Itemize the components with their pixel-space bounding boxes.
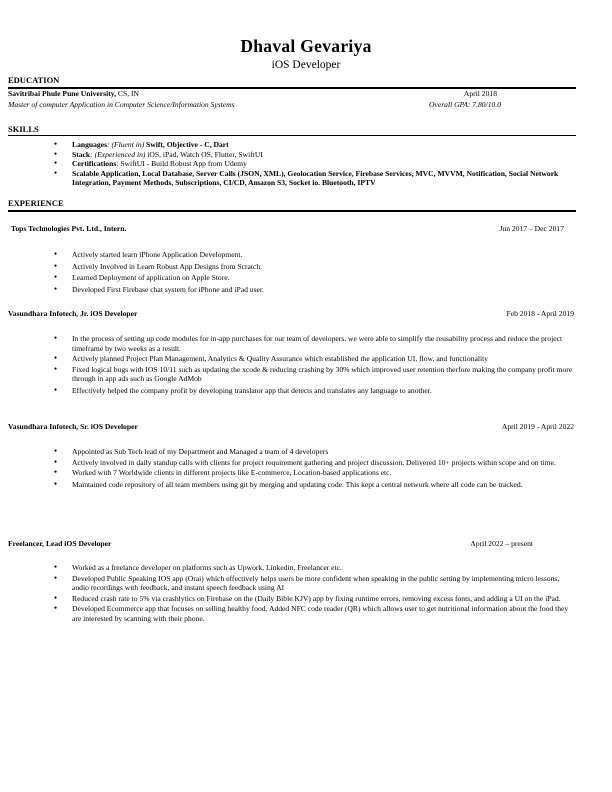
job-date: April 2019 - April 2022 [501,422,574,431]
job-header [8,309,574,319]
education-school-row [8,89,574,99]
education-heading: EDUCATION [8,75,60,85]
education-school: Savitribai Phule Pune University, [8,89,117,98]
job-bullet: ● Maintained code repository of all team members using git by merging and updating code. This kept a central network where all code can be tracked. [54,480,574,490]
job-bullet: ● Appointed as Sub Tech lead of my Department and Managed a team of 4 developers [54,447,574,457]
job-company: Vasundhara Infotech, Jr. iOS Developer [8,309,138,318]
job-company: Vasundhara Infotech, Sr. iOS Developer [8,422,138,431]
skill-item: ● Certifications: SwiftUI - Build Robust App from Udemy [54,159,574,169]
job-bullet: ● Developed Ecommerce app that focuses on selling healthy food. Added NFC code reader (QR) which allows user to get nutritional information about the food they are interested by scanning with their phone. [54,604,574,623]
job-bullets [54,563,574,623]
skill-item: ● Scalable Application, Local Database, Server Calls (JSON, XML), Geolocation Service, Firebase Services, MVC, MVVM, Notification, Social Network Integration, Payment Methods, Subscriptions, CI/CD, Amazon S3, Socket io. Bluetooth, IPTV [54,169,564,188]
job-bullet: ● Effectively helped the company profit by developing translator app that detects and translates any language to another. [54,386,574,396]
job-bullet: ● In the process of setting up code modules for in-app purchases for our team of developers, we were able to simplify the reusability process and reduce the project timeframe by two weeks as a result. [54,334,574,353]
job-date: Jun 2017 – Dec 2017 [499,224,564,233]
job-bullet: ● Developed First Firebase chat system for iPhone and iPad user. [54,285,574,295]
job-bullet: ● Actively started learn iPhone Application Development. [54,250,574,260]
job-company: Tops Technologies Pvt. Ltd., Intern. [11,224,127,233]
job-bullet: ● Worked as a freelance developer on platforms such as Upwork, Linkedin, Freelancer etc. [54,563,574,573]
skill-item: ● Languages: (Fluent in) Swift, Objective - C, Dart [54,140,574,150]
education-date: April 2018 [463,89,497,98]
job-bullet: ● Actively planned Project Plan Management, Analytics & Quality Assurance which established the application UI, flow, and functionality [54,354,574,364]
job-bullet: ● Developed Public Speaking IOS app (Orai) which effectively helps users be more confident when speaking in the public setting by implementing micro lessons, audio recordings with feedback, and instant speech feedback using AI [54,574,574,593]
job-company: Freelancer, Lead iOS Developer [8,539,112,548]
skills-heading: SKILLS [8,124,39,134]
job-date: Feb 2018 - April 2019 [506,309,574,318]
candidate-name: Dhaval Gevariya [240,36,372,56]
job-bullets [54,250,574,294]
candidate-title: iOS Developer [271,59,341,71]
job-bullet: ● Reduced crash rate to 5% via crashlytics on Firebase on the (Daily Bible KJV) app by fixing runtime errors, removing excess fonts, and adding a UI on the iPad. [54,594,574,604]
job-bullet: ● Learned Deployment of application on Apple Store. [54,273,574,283]
job-bullets [54,447,574,489]
job-header [11,224,564,234]
education-degree-row [8,100,574,110]
skills-list [54,140,574,188]
education-location: CS, IN [116,89,140,98]
experience-divider [8,210,576,212]
education-gpa: Overall GPA: 7.80/10.0 [429,100,501,109]
education-degree: Master of computer Application in Computer Science/Information Systems [8,100,235,109]
experience-heading: EXPERIENCE [8,198,64,208]
skill-item: ● Stack: (Experienced in) iOS, iPad, Watch OS, Flutter, SwiftUI [54,150,574,160]
job-header [8,422,574,432]
job-bullet: ● Actively Involved in Learn Robust App Designs from Scratch. [54,262,574,272]
job-bullets [54,334,574,395]
job-header [8,539,533,549]
job-date: April 2022 – present [470,539,533,548]
job-bullet: ● Fixed logical bugs with IOS 10/11 such as updating the xcode & reducing crashing by 30% which improved user retention therfore making the company profit more through in app ads such as Google AdMob [54,365,574,384]
job-bullet: ● Worked with 7 Worldwide clients in different projects like E-commerce, Location-based applications etc. [54,468,574,478]
skills-divider [8,135,576,136]
job-bullet: ● Actively involved in daily standup calls with clients for project requirement gathering and project discussion. Delivered 10+ projects within scope and on time. [54,458,574,468]
